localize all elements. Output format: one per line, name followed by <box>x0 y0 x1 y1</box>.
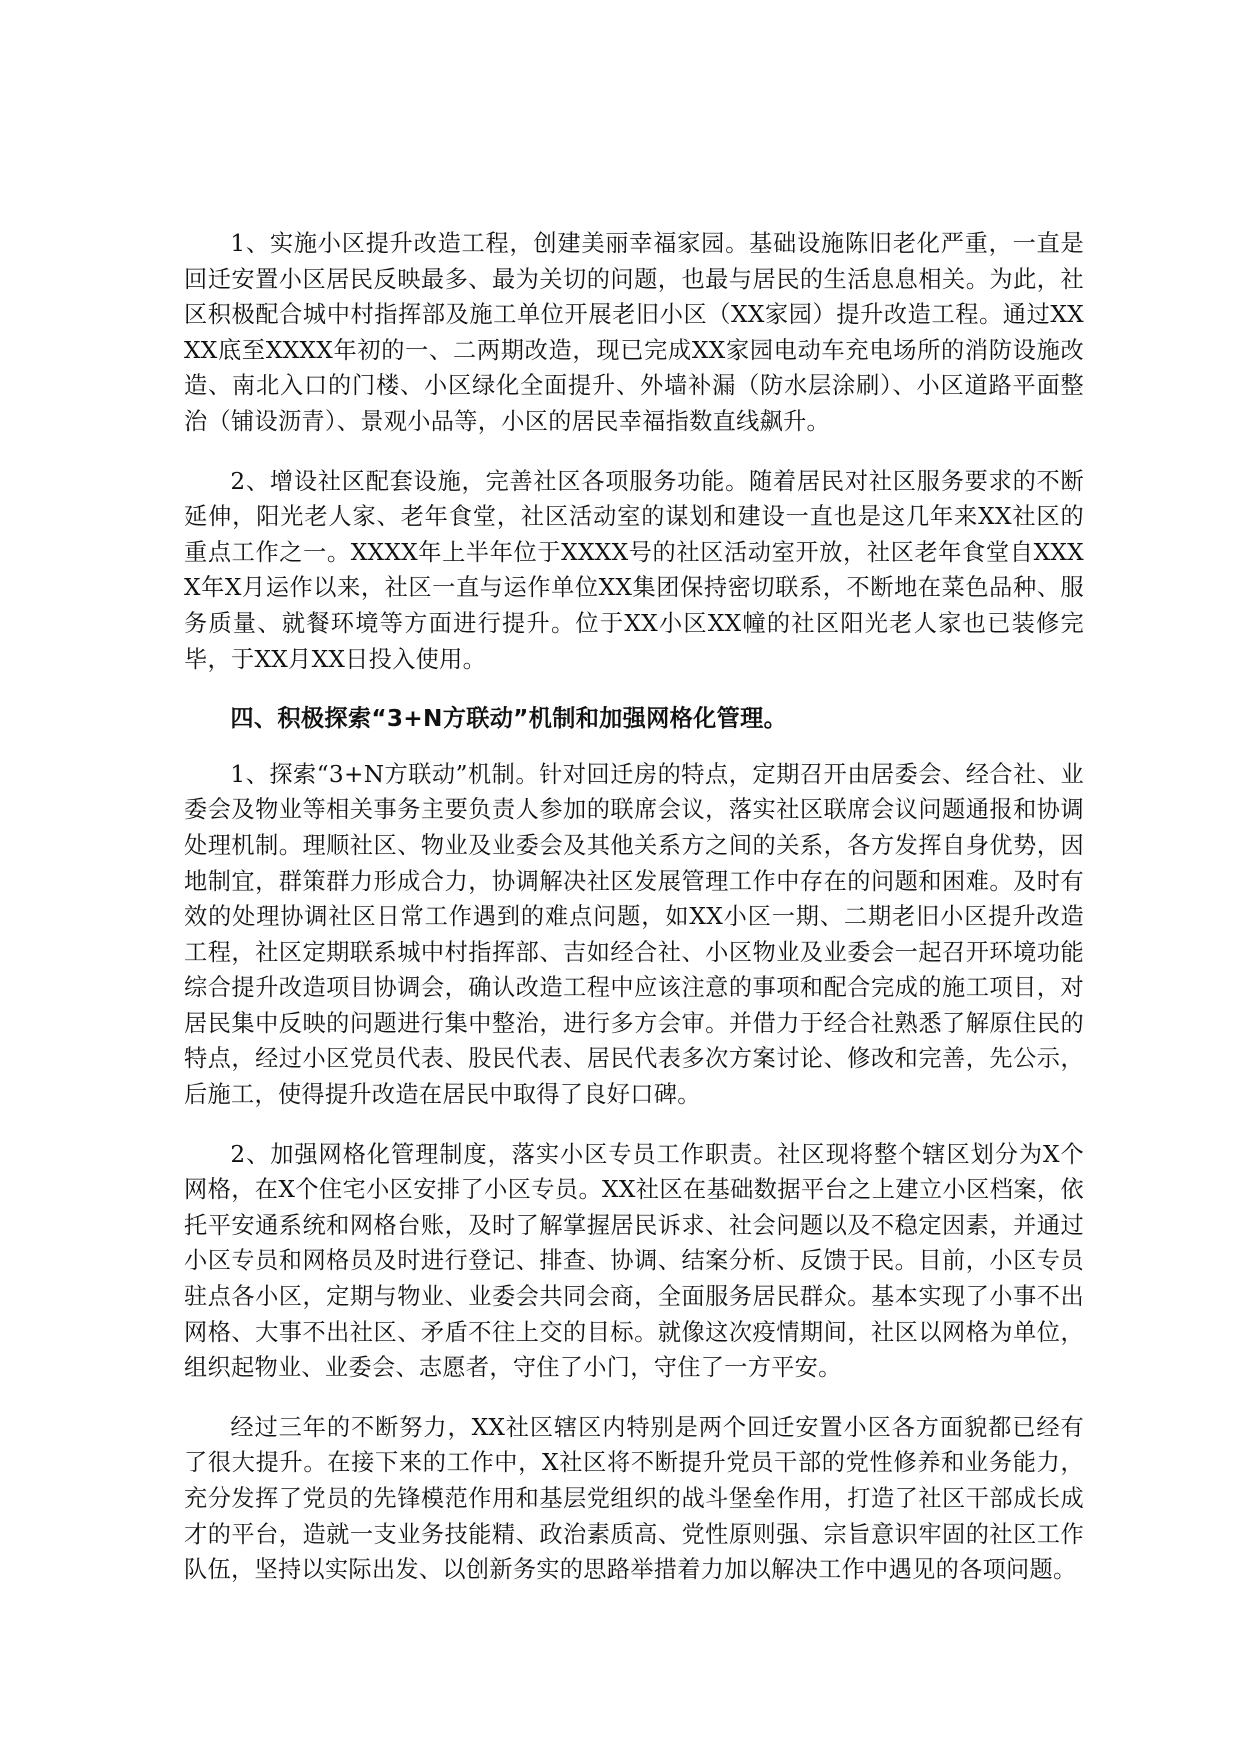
paragraph-grid-management: 2、加强网格化管理制度，落实小区专员工作职责。社区现将整个辖区划分为X个网格，在X个住宅小区安排了小区专员。XX社区在基础数据平台之上建立小区档案，依托平安通系统和网格台账，及时了解掌握居民诉求、社会问题以及不稳定因素，并通过小区专员和网格员及时进行登记、排查、协调、结案分析、反馈于民。目前，小区专员驻点各小区，定期与物业、业委会共同会商，全面服务居民群众。基本实现了小事不出网格、大事不出社区、矛盾不往上交的目标。就像这次疫情期间，社区以网格为单位，组织起物业、业委会、志愿者，守住了小门，守住了一方平安。 <box>184 1140 1084 1382</box>
paragraph-conclusion: 经过三年的不断努力，XX社区辖区内特别是两个回迁安置小区各方面貌都已经有了很大提升。在接下来的工作中，X社区将不断提升党员干部的党性修养和业务能力，充分发挥了党员的先锋模范作用和基层党组织的战斗堡垒作用，打造了社区干部成长成才的平台，造就一支业务技能精、政治素质高、党性原则强、宗旨意识牢固的社区工作队伍，坚持以实际出发、以创新务实的思路举措着力加以解决工作中遇见的各项问题。 <box>184 1413 1084 1584</box>
document-body <box>184 226 1084 1612</box>
paragraph-supporting-facilities: 2、增设社区配套设施，完善社区各项服务功能。随着居民对社区服务要求的不断延伸，阳光老人家、老年食堂，社区活动室的谋划和建设一直也是这几年来XX社区的重点工作之一。XXXX年上半年位于XXXX号的社区活动室开放，社区老年食堂自XXXX年X月运作以来，社区一直与运作单位XX集团保持密切联系，不断地在菜色品种、服务质量、就餐环境等方面进行提升。位于XX小区XX幢的社区阳光老人家也已装修完毕，于XX月XX日投入使用。 <box>184 467 1084 673</box>
section-heading: 四、积极探索“3+N方联动”机制和加强网格化管理。 <box>230 705 788 733</box>
paragraph-community-renovation: 1、实施小区提升改造工程，创建美丽幸福家园。基础设施陈旧老化严重，一直是回迁安置小区居民反映最多、最为关切的问题，也最与居民的生活息息相关。为此，社区积极配合城中村指挥部及施工单位开展老旧小区（XX家园）提升改造工程。通过XXXX底至XXXX年初的一、二两期改造，现已完成XX家园电动车充电场所的消防设施改造、南北入口的门楼、小区绿化全面提升、外墙补漏（防水层涂刷）、小区道路平面整治（铺设沥青）、景观小品等，小区的居民幸福指数直线飙升。 <box>184 230 1084 435</box>
paragraph-3n-linkage: 1、探索“3+N方联动”机制。针对回迁房的特点，定期召开由居委会、经合社、业委会及物业等相关事务主要负责人参加的联席会议，落实社区联席会议问题通报和协调处理机制。理顺社区、物业及业委会及其他关系方之间的关系，各方发挥自身优势，因地制宜，群策群力形成合力，协调解决社区发展管理工作中存在的问题和困难。及时有效的处理协调社区日常工作遇到的难点问题，如XX小区一期、二期老旧小区提升改造工程，社区定期联系城中村指挥部、吉如经合社、小区物业及业委会一起召开环境功能综合提升改造项目协调会，确认改造工程中应该注意的事项和配合完成的施工项目，对居民集中反映的问题进行集中整治，进行多方会审。并借力于经合社熟悉了解原住民的特点，经过小区党员代表、股民代表、居民代表多次方案讨论、修改和完善，先公示，后施工，使得提升改造在居民中取得了良好口碑。 <box>184 760 1084 1109</box>
